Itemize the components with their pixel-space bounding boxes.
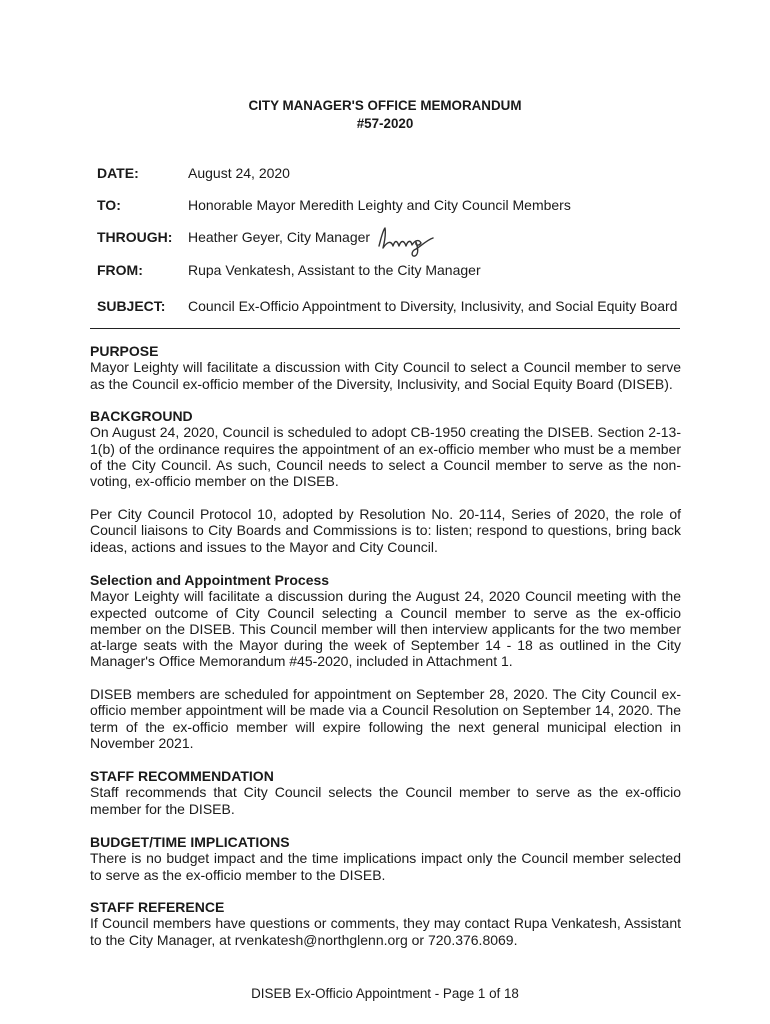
background-paragraph-1: On August 24, 2020, Council is scheduled to adopt CB-1950 creating the DISEB. Section 2-13-1(b) of the ordinance requires the appointment of an ex-officio member who must be a member of the City Council. As such, Council needs to select a Council member to serve as the non-voting, ex-officio member on the DISEB. — [90, 424, 681, 490]
subject-value: Council Ex-Officio Appointment to Diversity, Inclusivity, and Social Equity Board — [188, 298, 678, 314]
purpose-section — [90, 343, 681, 392]
header-divider — [90, 328, 680, 329]
selection-section — [90, 572, 681, 670]
to-label: TO: — [97, 197, 121, 213]
reference-text: If Council members have questions or comments, they may contact Rupa Venkatesh, Assistant to the City Manager, at rvenkatesh@northglenn.org or 720.376.8069. — [90, 915, 681, 948]
selection-paragraph-2: DISEB members are scheduled for appointment on September 28, 2020. The City Council ex-officio member appointment will be made via a Council Resolution on September 14, 2020. The term of the ex-officio member will expire following the next general municipal election in November 2021. — [90, 686, 681, 751]
budget-heading: BUDGET/TIME IMPLICATIONS — [90, 834, 290, 850]
background-section-2 — [90, 506, 681, 555]
memo-number: #57-2020 — [356, 116, 414, 131]
purpose-text: Mayor Leighty will facilitate a discussion with City Council to select a Council member to serve as the Council ex-officio member of the Diversity, Inclusivity, and Social Equity Board (DISEB). — [90, 359, 681, 392]
through-value: Heather Geyer, City Manager — [188, 229, 371, 245]
background-section — [90, 408, 681, 489]
date-value: August 24, 2020 — [188, 165, 290, 181]
selection-paragraph-1: Mayor Leighty will facilitate a discussion during the August 24, 2020 Council meeting with the expected outcome of City Council selecting a Council member to serve as the ex-officio member on the DISEB. This Council member will then interview applicants for the two member at-large seats with the Mayor during the week of September 14 - 18 as outlined in the City Manager's Office Memorandum #45-2020, included in Attachment 1. — [90, 588, 681, 670]
recommendation-text: Staff recommends that City Council selects the Council member to serve as the ex-officio member for the DISEB. — [90, 784, 681, 817]
purpose-heading: PURPOSE — [90, 343, 159, 359]
selection-heading: Selection and Appointment Process — [90, 572, 330, 588]
through-label: THROUGH: — [97, 229, 173, 245]
date-label: DATE: — [97, 165, 139, 181]
recommendation-heading: STAFF RECOMMENDATION — [90, 768, 274, 784]
subject-label: SUBJECT: — [97, 298, 166, 314]
from-value: Rupa Venkatesh, Assistant to the City Manager — [188, 262, 481, 278]
recommendation-section — [90, 768, 681, 817]
memo-title: CITY MANAGER'S OFFICE MEMORANDUM — [248, 98, 522, 113]
budget-text: There is no budget impact and the time implications impact only the Council member selected to serve as the ex-officio member to the DISEB. — [90, 850, 681, 883]
background-heading: BACKGROUND — [90, 408, 193, 424]
from-label: FROM: — [97, 262, 143, 278]
handwritten-signature — [375, 224, 437, 258]
budget-section — [90, 834, 681, 883]
selection-section-2 — [90, 686, 681, 751]
to-value: Honorable Mayor Meredith Leighty and City Council Members — [188, 197, 571, 213]
page-footer: DISEB Ex-Officio Appointment - Page 1 of 18 — [251, 986, 519, 1001]
background-paragraph-2: Per City Council Protocol 10, adopted by Resolution No. 20-114, Series of 2020, the role of Council liaisons to City Boards and Commissions is to: listen; respond to questions, bring back ideas, actions and issues to the Mayor and City Council. — [90, 506, 681, 555]
reference-heading: STAFF REFERENCE — [90, 899, 225, 915]
reference-section — [90, 899, 681, 948]
